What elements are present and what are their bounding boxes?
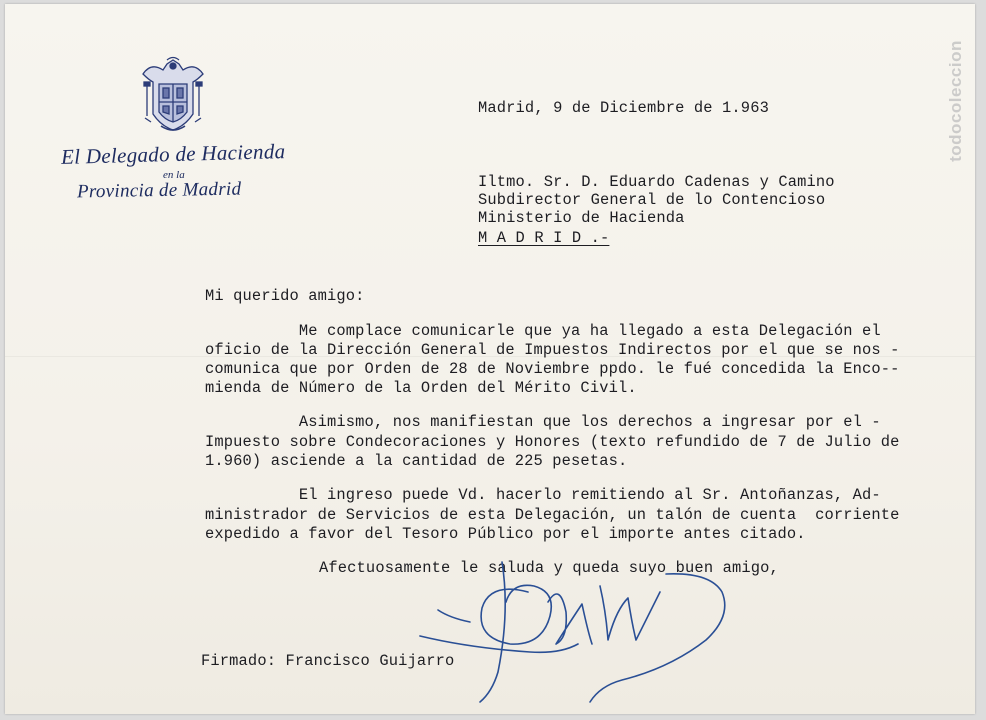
spanish-coat-of-arms-icon xyxy=(137,56,209,136)
body-line: ministrador de Servicios de esta Delegación, un talón de cuenta corriente xyxy=(205,506,900,524)
body-line: Me complace comunicarle que ya ha llegado a esta Delegación el xyxy=(205,322,881,340)
recipient-city: M A D R I D .- xyxy=(478,229,610,247)
letter-paper xyxy=(5,4,975,714)
handwritten-signature-icon xyxy=(410,552,740,712)
signed-by: Firmado: Francisco Guijarro xyxy=(201,652,455,670)
recipient-title: Subdirector General de lo Contencioso xyxy=(478,191,826,209)
body-line: oficio de la Dirección General de Impuestos Indirectos por el que se nos - xyxy=(205,341,900,359)
letterhead-line-2: en la xyxy=(163,169,185,181)
body-line: El ingreso puede Vd. hacerlo remitiendo al Sr. Antoñanzas, Ad- xyxy=(205,486,881,504)
body-line: comunica que por Orden de 28 de Noviembre ppdo. le fué concedida la Enco-- xyxy=(205,360,900,378)
recipient-ministry: Ministerio de Hacienda xyxy=(478,209,685,227)
body-line: 1.960) asciende a la cantidad de 225 pesetas. xyxy=(205,452,628,470)
watermark-text: todocoleccion xyxy=(946,40,965,162)
body-line: Impuesto sobre Condecoraciones y Honores (texto refundido de 7 de Julio de xyxy=(205,433,900,451)
body-line: mienda de Número de la Orden del Mérito Civil. xyxy=(205,379,637,397)
date-line: Madrid, 9 de Diciembre de 1.963 xyxy=(478,99,769,117)
recipient-name: Iltmo. Sr. D. Eduardo Cadenas y Camino xyxy=(478,173,835,191)
body-line: expedido a favor del Tesoro Público por el importe antes citado. xyxy=(205,525,806,543)
closing-line: Afectuosamente le saluda y queda suyo buen amigo, xyxy=(319,559,779,577)
watermark xyxy=(941,16,971,186)
salutation: Mi querido amigo: xyxy=(205,287,365,305)
letterhead-line-3: Provincia de Madrid xyxy=(76,178,242,203)
body-line: Asimismo, nos manifiestan que los derechos a ingresar por el - xyxy=(205,413,881,431)
letterhead-line-1: El Delegado de Hacienda xyxy=(60,139,286,169)
